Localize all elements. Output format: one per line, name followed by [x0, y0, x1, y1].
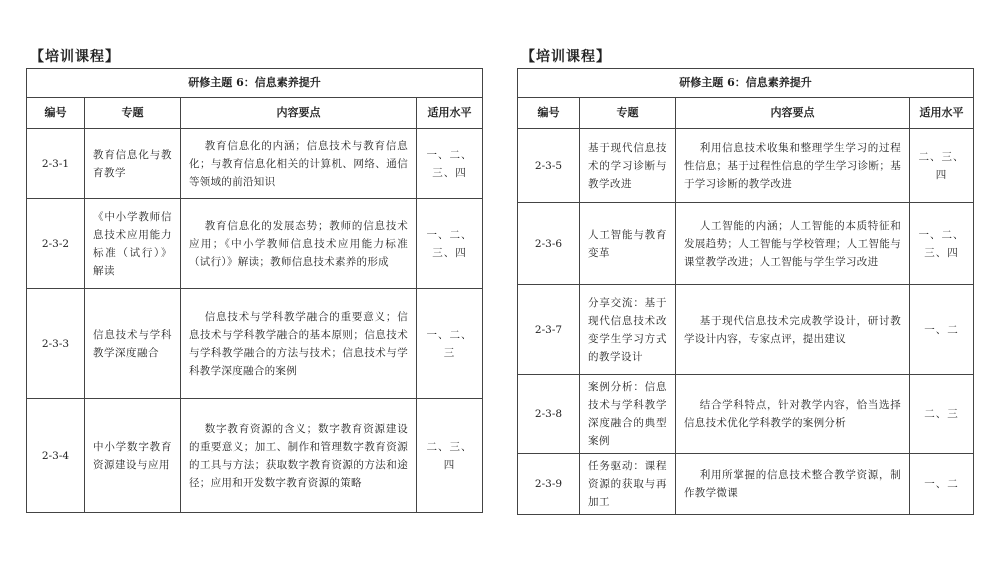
left-panel	[26, 46, 482, 513]
header-content: 内容要点	[676, 98, 910, 129]
course-topic: 信息技术与学科教学深度融合	[85, 289, 181, 399]
header-row	[518, 98, 974, 129]
table-row	[27, 199, 483, 289]
table-row	[27, 399, 483, 513]
course-code: 2-3-1	[27, 129, 85, 199]
course-level: 一、二、三	[417, 289, 483, 399]
course-content: 信息技术与学科教学融合的重要意义；信息技术与学科教学融合的基本原则；信息技术与学科教学融合的方法与技术；信息技术与学科教学深度融合的案例	[181, 289, 417, 399]
course-level: 一、二	[910, 454, 974, 515]
header-row	[27, 98, 483, 129]
header-code: 编号	[518, 98, 580, 129]
course-level: 一、二	[910, 285, 974, 375]
table-row	[27, 289, 483, 399]
course-code: 2-3-8	[518, 375, 580, 454]
course-topic: 中小学数字教育资源建设与应用	[85, 399, 181, 513]
course-level: 一、二、三、四	[910, 203, 974, 285]
table-row	[518, 375, 974, 454]
course-content: 利用信息技术收集和整理学生学习的过程性信息；基于过程性信息的学生学习诊断；基于学习诊断的教学改进	[676, 129, 910, 203]
course-code: 2-3-5	[518, 129, 580, 203]
course-topic: 基于现代信息技术的学习诊断与教学改进	[580, 129, 676, 203]
course-level: 二、三、四	[417, 399, 483, 513]
header-level: 适用水平	[417, 98, 483, 129]
course-topic: 分享交流：基于现代信息技术改变学生学习方式的教学设计	[580, 285, 676, 375]
course-content: 利用所掌握的信息技术整合教学资源，制作教学微课	[676, 454, 910, 515]
course-code: 2-3-2	[27, 199, 85, 289]
header-level: 适用水平	[910, 98, 974, 129]
course-content: 教育信息化的内涵；信息技术与教育信息化；与教育信息化相关的计算机、网络、通信等领域的前沿知识	[181, 129, 417, 199]
course-topic: 任务驱动：课程资源的获取与再加工	[580, 454, 676, 515]
course-content: 教育信息化的发展态势；教师的信息技术应用；《中小学教师信息技术应用能力标准（试行）》解读；教师信息技术素养的形成	[181, 199, 417, 289]
header-topic: 专题	[85, 98, 181, 129]
table-row	[27, 129, 483, 199]
course-content: 基于现代信息技术完成教学设计，研讨教学设计内容，专家点评，提出建议	[676, 285, 910, 375]
section-title: 【培训课程】	[521, 49, 611, 65]
header-code: 编号	[27, 98, 85, 129]
header-content: 内容要点	[181, 98, 417, 129]
course-table	[517, 68, 974, 515]
header-topic: 专题	[580, 98, 676, 129]
right-panel	[517, 46, 973, 515]
course-level: 二、三、四	[910, 129, 974, 203]
course-code: 2-3-7	[518, 285, 580, 375]
table-row	[518, 454, 974, 515]
course-code: 2-3-4	[27, 399, 85, 513]
course-level: 一、二、三、四	[417, 129, 483, 199]
theme-row	[518, 69, 974, 98]
course-topic: 案例分析：信息技术与学科教学深度融合的典型案例	[580, 375, 676, 454]
course-level: 一、二、三、四	[417, 199, 483, 289]
course-content: 结合学科特点，针对教学内容，恰当选择信息技术优化学科教学的案例分析	[676, 375, 910, 454]
course-topic: 人工智能与教育变革	[580, 203, 676, 285]
theme-row	[27, 69, 483, 98]
theme-title: 研修主题 6：信息素养提升	[518, 69, 974, 98]
course-topic: 教育信息化与教育教学	[85, 129, 181, 199]
course-level: 二、三	[910, 375, 974, 454]
course-code: 2-3-6	[518, 203, 580, 285]
table-row	[518, 129, 974, 203]
course-code: 2-3-3	[27, 289, 85, 399]
section-title: 【培训课程】	[30, 49, 120, 65]
table-row	[518, 285, 974, 375]
theme-title: 研修主题 6：信息素养提升	[27, 69, 483, 98]
course-topic: 《中小学教师信息技术应用能力标准（试行）》解读	[85, 199, 181, 289]
course-content: 人工智能的内涵；人工智能的本质特征和发展趋势；人工智能与学校管理；人工智能与课堂教学改进；人工智能与学生学习改进	[676, 203, 910, 285]
table-row	[518, 203, 974, 285]
course-table	[26, 68, 483, 513]
course-content: 数字教育资源的含义；数字教育资源建设的重要意义；加工、制作和管理数字教育资源的工具与方法；获取数字教育资源的方法和途径；应用和开发数字教育资源的策略	[181, 399, 417, 513]
course-code: 2-3-9	[518, 454, 580, 515]
